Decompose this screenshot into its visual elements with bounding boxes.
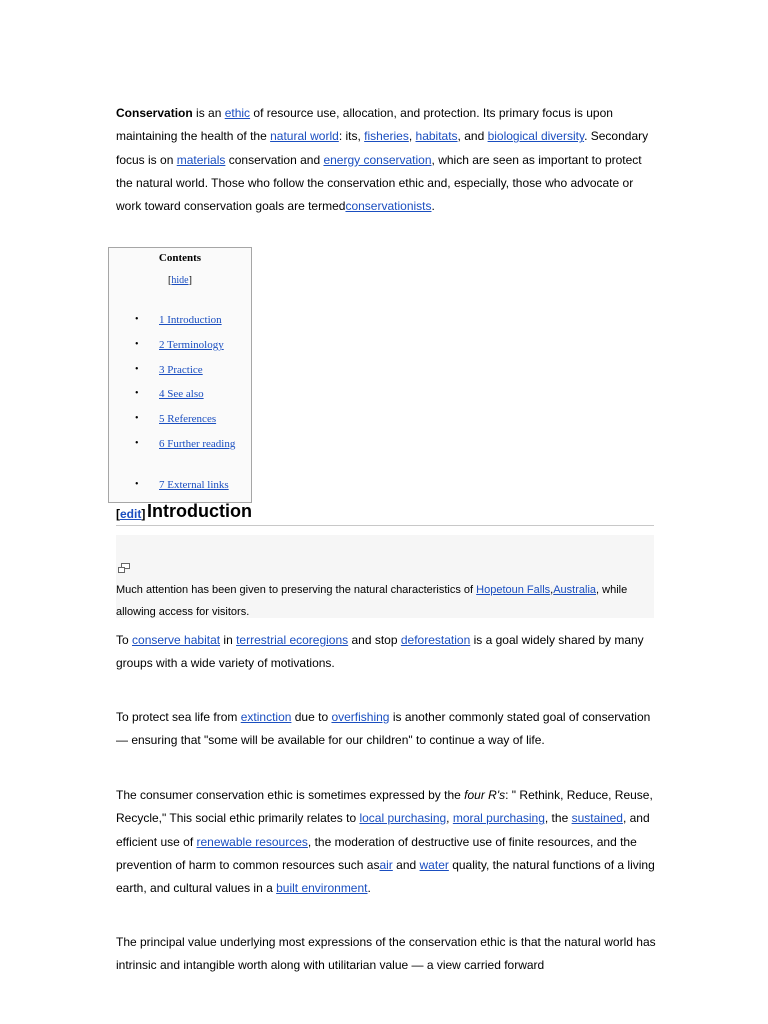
caption-text: , while allowing access for visitors.: [116, 584, 628, 618]
para-text: is a goal widely shared by many groups with a wide variety of motivations.: [116, 633, 644, 671]
bullet-icon: •: [135, 479, 139, 490]
link-materials[interactable]: materials: [176, 152, 226, 167]
toc-hide-link[interactable]: hide: [171, 275, 189, 286]
link-built-environment[interactable]: built environment: [276, 881, 368, 896]
para-text: ,: [446, 811, 453, 826]
paragraph-principal-value: [116, 931, 656, 978]
para-text: and: [392, 857, 420, 872]
toc-link-references[interactable]: 5 References: [159, 413, 217, 425]
toc-link-introduction[interactable]: 1 Introduction: [159, 314, 222, 326]
edit-bracket: ]: [141, 507, 146, 521]
para-text: and stop: [348, 633, 401, 647]
para-text: .: [367, 881, 371, 896]
bullet-icon: •: [135, 413, 139, 424]
para-text: in: [220, 633, 237, 647]
link-water[interactable]: water: [419, 857, 449, 872]
toc-link-terminology[interactable]: 2 Terminology: [159, 339, 224, 351]
intro-bold-term: Conservation: [116, 106, 193, 120]
toc-link-further-reading[interactable]: 6 Further reading: [159, 438, 236, 450]
bullet-icon: •: [135, 438, 139, 449]
para-text: The consumer conservation ethic is sometimes expressed by the: [116, 788, 465, 802]
para-text: To protect sea life from: [116, 710, 241, 724]
para-text: due to: [291, 710, 332, 724]
link-ethic[interactable]: ethic: [224, 106, 251, 120]
intro-text: of resource use, allocation, and protection. Its primary focus is upon maintaining the health of the: [116, 106, 613, 144]
para-text: To: [116, 633, 133, 647]
intro-text: , which are seen as important to protect the natural world. Those who follow the conservation ethic and, especially, those who advocate or work toward conservation goals are termed: [116, 152, 642, 214]
link-biological-diversity[interactable]: biological diversity: [487, 129, 585, 144]
intro-text: . Secondary focus is on: [116, 129, 649, 167]
edit-bracket: [: [116, 507, 120, 521]
toc-title: Contents: [158, 252, 202, 264]
bullet-icon: •: [135, 388, 139, 399]
bullet-icon: •: [135, 314, 139, 325]
link-air[interactable]: air: [379, 857, 393, 872]
para-text: , the: [544, 811, 572, 826]
enlarge-icon[interactable]: [118, 563, 130, 573]
para-emphasis: four R's: [464, 788, 506, 802]
link-fisheries[interactable]: fisheries: [364, 129, 409, 144]
bullet-icon: •: [135, 364, 139, 375]
link-conservationists[interactable]: conservationists: [345, 199, 432, 214]
paragraph-sea-life: [116, 706, 656, 753]
edit-link[interactable]: edit: [120, 507, 142, 521]
intro-text: is an: [192, 106, 225, 120]
section-title: Introduction: [147, 501, 252, 521]
link-extinction[interactable]: extinction: [240, 710, 292, 724]
bullet-icon: •: [135, 339, 139, 350]
toc-link-see-also[interactable]: 4 See also: [159, 388, 204, 400]
toc-link-external-links[interactable]: 7 External links: [159, 479, 229, 491]
para-text: , the moderation of destructive use of finite resources, and the prevention of harm to common resources such as: [116, 834, 637, 872]
link-overfishing[interactable]: overfishing: [331, 710, 390, 724]
section-heading: [116, 500, 654, 526]
link-sustained[interactable]: sustained: [571, 811, 623, 826]
image-caption: [116, 579, 646, 623]
intro-text: ,: [408, 129, 416, 144]
link-conserve-habitat[interactable]: conserve habitat: [132, 633, 221, 647]
link-local-purchasing[interactable]: local purchasing: [359, 811, 447, 826]
toc-hide-toggle: [109, 275, 251, 286]
caption-text: Much attention has been given to preserving the natural characteristics of: [116, 584, 477, 596]
thumbnail-caption-box: [116, 535, 654, 618]
edit-section: [116, 507, 145, 521]
para-text: , and efficient use of: [116, 811, 650, 849]
intro-text: .: [431, 199, 435, 214]
caption-text: ,: [550, 584, 554, 596]
paragraph-habitat: [116, 629, 656, 676]
toc-bracket: [: [168, 275, 172, 286]
para-text: is another commonly stated goal of conservation — ensuring that "some will be available for our children" to continue a way of life.: [116, 710, 651, 748]
intro-text: conservation and: [225, 152, 324, 167]
link-moral-purchasing[interactable]: moral purchasing: [452, 811, 545, 826]
link-renewable-resources[interactable]: renewable resources: [196, 834, 308, 849]
link-habitats[interactable]: habitats: [415, 129, 458, 144]
link-deforestation[interactable]: deforestation: [400, 633, 471, 647]
intro-paragraph: [116, 102, 656, 218]
para-text: : " Rethink, Reduce, Reuse, Recycle," This social ethic primarily relates to: [116, 788, 653, 826]
link-natural-world[interactable]: natural world: [270, 129, 339, 144]
link-terrestrial-ecoregions[interactable]: terrestrial ecoregions: [236, 633, 349, 647]
toc-link-practice[interactable]: 3 Practice: [159, 364, 203, 376]
link-energy-conservation[interactable]: energy conservation: [323, 152, 432, 167]
intro-text: : its,: [338, 129, 365, 144]
paragraph-consumer-ethic: [116, 784, 656, 900]
link-hopetoun-falls[interactable]: Hopetoun Falls: [476, 584, 551, 596]
toc-bracket: ]: [188, 275, 192, 286]
table-of-contents: [108, 247, 252, 503]
para-text: quality, the natural functions of a living earth, and cultural values in a: [116, 857, 655, 896]
link-australia[interactable]: Australia: [553, 584, 597, 596]
para-text: The principal value underlying most expressions of the conservation ethic is that the natural world has intrinsic and intangible worth along with utilitarian value — a view carried forward: [116, 935, 656, 973]
intro-text: , and: [457, 129, 488, 144]
